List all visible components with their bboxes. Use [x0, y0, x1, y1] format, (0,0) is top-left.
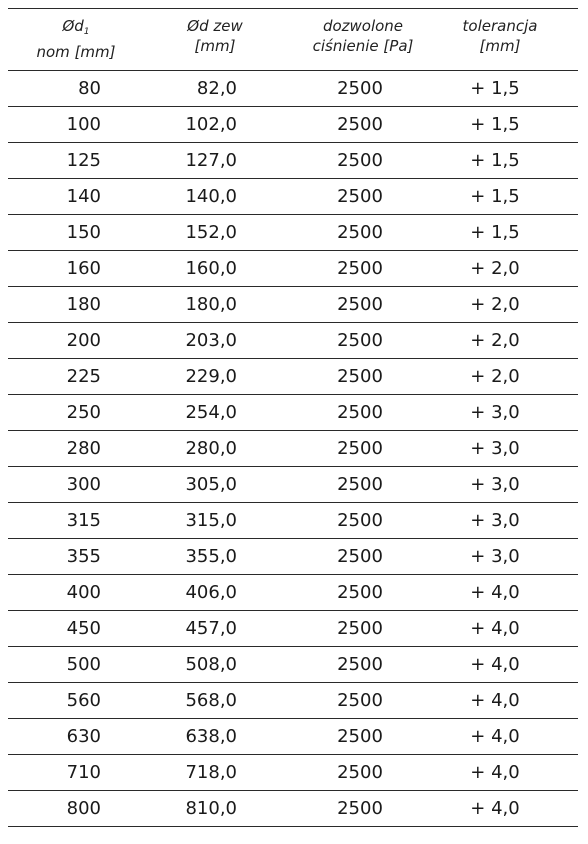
- cell-tolerance: + 2,0: [470, 294, 520, 315]
- table-row: [8, 215, 578, 251]
- cell-d-nom: 710: [66, 762, 101, 783]
- cell-pressure: 2500: [337, 402, 383, 423]
- table-row: [8, 503, 578, 539]
- cell-tolerance: + 1,5: [470, 222, 520, 243]
- cell-d-nom: 250: [66, 402, 101, 423]
- table-row: [8, 395, 578, 431]
- header-pressure-label: dozwolone: [322, 17, 404, 35]
- cell-d-zew: 229,0: [185, 366, 237, 387]
- cell-pressure: 2500: [337, 546, 383, 567]
- table-body: [8, 71, 578, 827]
- cell-tolerance: + 3,0: [470, 438, 520, 459]
- cell-pressure: 2500: [337, 438, 383, 459]
- header-d-nom-symbol: Ød: [62, 17, 84, 35]
- table-row: [8, 179, 578, 215]
- table-row: [8, 287, 578, 323]
- cell-d-zew: 203,0: [185, 330, 237, 351]
- table-row: [8, 251, 578, 287]
- cell-tolerance: + 4,0: [470, 726, 520, 747]
- cell-tolerance: + 2,0: [470, 330, 520, 351]
- cell-d-zew: 127,0: [185, 150, 237, 171]
- table-row: [8, 791, 578, 827]
- cell-d-nom: 80: [78, 78, 101, 99]
- cell-d-zew: 508,0: [185, 654, 237, 675]
- cell-d-zew: 568,0: [185, 690, 237, 711]
- cell-pressure: 2500: [337, 186, 383, 207]
- cell-tolerance: + 3,0: [470, 510, 520, 531]
- cell-d-zew: 457,0: [185, 618, 237, 639]
- header-tolerance-label: tolerancja: [462, 17, 538, 35]
- table-row: [8, 359, 578, 395]
- header-tolerance: [440, 16, 560, 56]
- cell-d-nom: 355: [66, 546, 101, 567]
- cell-d-nom: 125: [66, 150, 101, 171]
- cell-d-zew: 152,0: [185, 222, 237, 243]
- cell-d-zew: 718,0: [185, 762, 237, 783]
- header-pressure: [293, 16, 433, 56]
- cell-pressure: 2500: [337, 474, 383, 495]
- cell-pressure: 2500: [337, 330, 383, 351]
- table-row: [8, 107, 578, 143]
- header-d-nom-subscript: 1: [83, 27, 90, 37]
- cell-tolerance: + 2,0: [470, 258, 520, 279]
- cell-pressure: 2500: [337, 654, 383, 675]
- table-row: [8, 647, 578, 683]
- cell-pressure: 2500: [337, 294, 383, 315]
- table-row: [8, 719, 578, 755]
- cell-tolerance: + 1,5: [470, 150, 520, 171]
- header-d-zew-unit: [mm]: [194, 37, 236, 55]
- cell-pressure: 2500: [337, 762, 383, 783]
- cell-tolerance: + 4,0: [470, 798, 520, 819]
- cell-d-nom: 150: [66, 222, 101, 243]
- cell-pressure: 2500: [337, 150, 383, 171]
- cell-d-zew: 102,0: [185, 114, 237, 135]
- table-row: [8, 611, 578, 647]
- cell-pressure: 2500: [337, 222, 383, 243]
- cell-tolerance: + 1,5: [470, 186, 520, 207]
- header-d-zew: [170, 16, 260, 56]
- table-row: [8, 71, 578, 107]
- cell-d-nom: 225: [66, 366, 101, 387]
- cell-tolerance: + 4,0: [470, 654, 520, 675]
- cell-d-nom: 140: [66, 186, 101, 207]
- header-tolerance-unit: [mm]: [479, 37, 521, 55]
- cell-pressure: 2500: [337, 798, 383, 819]
- cell-d-nom: 630: [66, 726, 101, 747]
- cell-tolerance: + 3,0: [470, 402, 520, 423]
- cell-tolerance: + 2,0: [470, 366, 520, 387]
- cell-d-zew: 305,0: [185, 474, 237, 495]
- header-pressure-unit: ciśnienie [Pa]: [312, 37, 414, 55]
- cell-d-nom: 200: [66, 330, 101, 351]
- table-header: [8, 8, 578, 71]
- cell-tolerance: + 4,0: [470, 618, 520, 639]
- cell-d-zew: 315,0: [185, 510, 237, 531]
- cell-d-nom: 800: [66, 798, 101, 819]
- cell-d-zew: 82,0: [196, 78, 237, 99]
- cell-d-nom: 315: [66, 510, 101, 531]
- cell-d-nom: 450: [66, 618, 101, 639]
- cell-d-zew: 638,0: [185, 726, 237, 747]
- header-d-zew-label: Ød zew: [187, 17, 243, 35]
- cell-pressure: 2500: [337, 258, 383, 279]
- cell-d-zew: 355,0: [185, 546, 237, 567]
- cell-pressure: 2500: [337, 78, 383, 99]
- cell-d-nom: 560: [66, 690, 101, 711]
- cell-pressure: 2500: [337, 618, 383, 639]
- spec-table: [8, 8, 578, 827]
- table-row: [8, 323, 578, 359]
- table-row: [8, 467, 578, 503]
- cell-pressure: 2500: [337, 366, 383, 387]
- cell-d-zew: 254,0: [185, 402, 237, 423]
- table-row: [8, 575, 578, 611]
- cell-tolerance: + 1,5: [470, 114, 520, 135]
- table-row: [8, 431, 578, 467]
- header-d-nom-unit: nom [mm]: [36, 43, 116, 61]
- cell-d-zew: 280,0: [185, 438, 237, 459]
- table-row: [8, 683, 578, 719]
- table-row: [8, 143, 578, 179]
- cell-tolerance: + 1,5: [470, 78, 520, 99]
- cell-d-zew: 140,0: [185, 186, 237, 207]
- cell-d-zew: 160,0: [185, 258, 237, 279]
- cell-tolerance: + 4,0: [470, 690, 520, 711]
- cell-pressure: 2500: [337, 114, 383, 135]
- cell-d-zew: 810,0: [185, 798, 237, 819]
- cell-d-nom: 100: [66, 114, 101, 135]
- header-d-nom: [28, 16, 124, 62]
- cell-tolerance: + 3,0: [470, 546, 520, 567]
- table-row: [8, 539, 578, 575]
- cell-d-nom: 180: [66, 294, 101, 315]
- cell-d-zew: 406,0: [185, 582, 237, 603]
- cell-d-nom: 400: [66, 582, 101, 603]
- table-row: [8, 755, 578, 791]
- cell-tolerance: + 3,0: [470, 474, 520, 495]
- cell-d-nom: 160: [66, 258, 101, 279]
- cell-tolerance: + 4,0: [470, 762, 520, 783]
- cell-tolerance: + 4,0: [470, 582, 520, 603]
- cell-pressure: 2500: [337, 582, 383, 603]
- cell-pressure: 2500: [337, 690, 383, 711]
- cell-pressure: 2500: [337, 726, 383, 747]
- cell-d-nom: 500: [66, 654, 101, 675]
- cell-d-zew: 180,0: [185, 294, 237, 315]
- cell-d-nom: 300: [66, 474, 101, 495]
- cell-pressure: 2500: [337, 510, 383, 531]
- cell-d-nom: 280: [66, 438, 101, 459]
